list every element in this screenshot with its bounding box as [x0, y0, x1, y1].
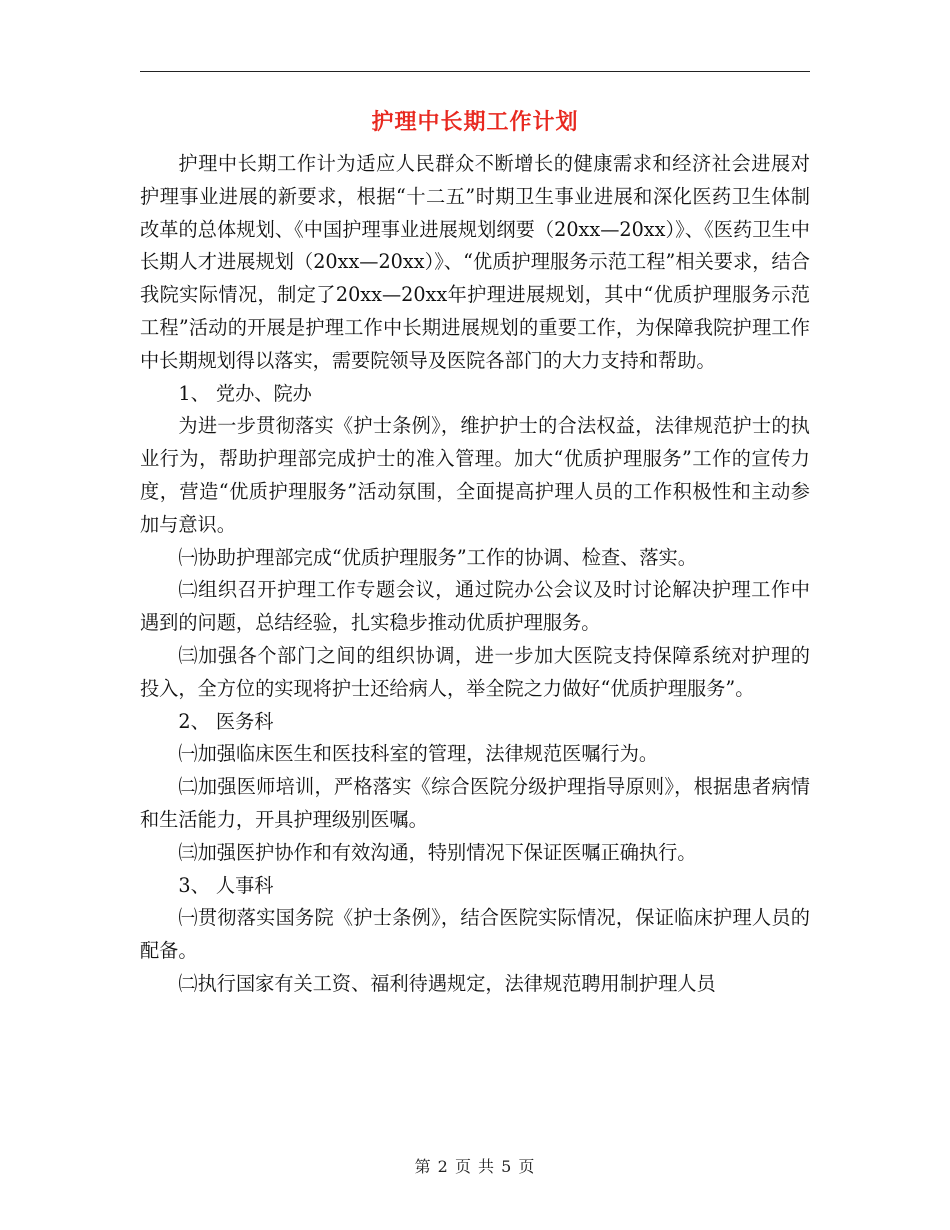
section-heading-1: 1、 党办、院办 — [178, 381, 312, 405]
list-item: ㈢加强各个部门之间的组织协调，进一步加大医院支持保障系统对护理的投入，全方位的实现将护士还给病人，举全院之力做好“优质护理服务”。 — [140, 643, 810, 700]
header-rule — [140, 71, 810, 72]
paragraph-intro: 护理中长期工作计为适应人民群众不断增长的健康需求和经济社会进展对护理事业进展的新要求，根据“十二五”时期卫生事业进展和深化医药卫生体制改革的总体规划、《中国护理事业进展规划纲要（20xx—20xx）》、《医药卫生中长期人才进展规划（20xx—20xx）》、“优质护理服务示范工程”相关要求，结合我院实际情况，制定了20xx—20xx年护理进展规划，其中“优质护理服务示范工程”活动的开展是护理工作中长期进展规划的重要工作，为保障我院护理工作中长期规划得以落实，需要院领导及医院各部门的大力支持和帮助。 — [140, 152, 810, 372]
section-heading-2: 2、 医务科 — [178, 709, 274, 733]
paragraph: 为进一步贯彻落实《护士条例》，维护护士的合法权益，法律规范护士的执业行为，帮助护理部完成护士的准入管理。加大“优质护理服务”工作的宣传力度，营造“优质护理服务”活动氛围，全面提高护理人员的工作积极性和主动参加与意识。 — [140, 414, 810, 536]
list-item: ㈠贯彻落实国务院《护士条例》，结合医院实际情况，保证临床护理人员的配备。 — [140, 906, 810, 963]
section-heading-3: 3、 人事科 — [178, 873, 274, 897]
page-footer: 第 2 页 共 5 页 — [414, 1157, 536, 1176]
list-item: ㈢加强医护协作和有效沟通，特别情况下保证医嘱正确执行。 — [178, 840, 697, 864]
list-item: ㈡加强医师培训，严格落实《综合医院分级护理指导原则》，根据患者病情和生活能力，开具护理级别医嘱。 — [140, 775, 810, 831]
document-body — [140, 148, 810, 1001]
list-item: ㈠加强临床医生和医技科室的管理，法律规范医嘱行为。 — [178, 742, 659, 766]
list-item: ㈡执行国家有关工资、福利待遇规定，法律规范聘用制护理人员 — [178, 971, 716, 995]
list-item: ㈠协助护理部完成“优质护理服务”工作的协调、检查、落实。 — [178, 545, 697, 569]
list-item: ㈡组织召开护理工作专题会议，通过院办公会议及时讨论解决护理工作中遇到的问题，总结经验，扎实稳步推动优质护理服务。 — [140, 578, 810, 635]
document-title: 护理中长期工作计划 — [371, 109, 579, 135]
